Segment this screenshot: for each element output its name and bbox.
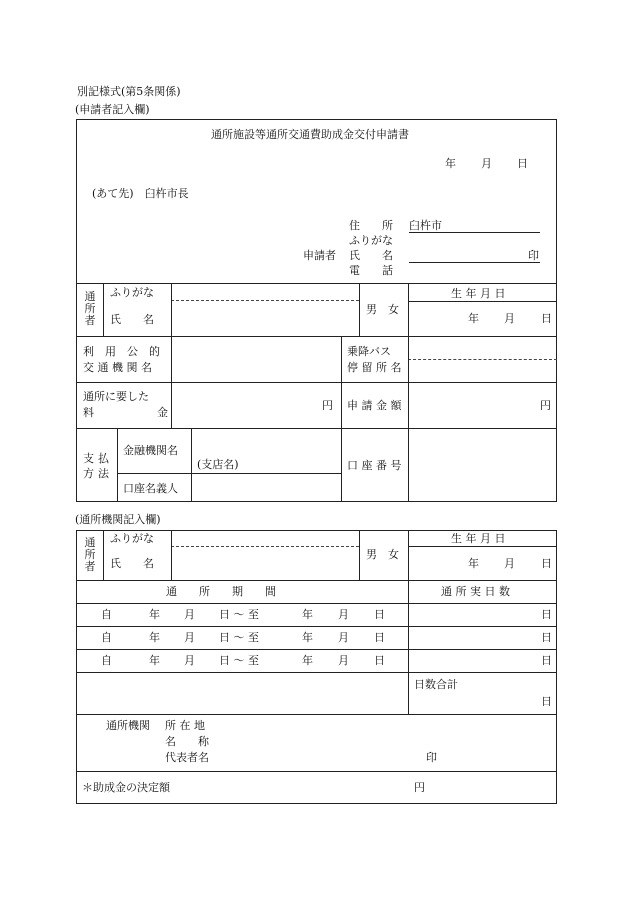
birth-year: 年 (468, 312, 479, 325)
sex-options[interactable]: 男 女 (366, 303, 399, 316)
decision-yen: 円 (414, 781, 425, 794)
bus-stop-label-2: 停 留 所 名 (347, 361, 402, 374)
address-value[interactable]: 臼杵市 (409, 219, 442, 232)
facility-form (76, 530, 557, 804)
institution-name-label: 名 称 (165, 735, 209, 748)
request-yen: 円 (540, 399, 551, 412)
date-day: 日 (517, 157, 528, 170)
transit-label-2: 交 通 機 関 名 (83, 361, 152, 374)
account-holder-label: 口座名義人 (123, 482, 178, 495)
fee-label-2b: 金 (157, 406, 168, 419)
transit-label-1: 利 用 公 的 (83, 345, 160, 358)
institution-seal: 印 (426, 751, 437, 764)
furigana-label: ふりがな (349, 234, 393, 247)
decision-label: ＊助成金の決定額 (82, 781, 170, 794)
facility-commuter-label: 通所者 (84, 536, 96, 573)
facility-birth-day: 日 (541, 557, 552, 570)
account-number-label: 口 座 番 号 (347, 459, 402, 472)
fee-yen: 円 (322, 399, 333, 412)
date-year: 年 (445, 157, 456, 170)
total-days-label: 日数合計 (414, 678, 458, 691)
form-reference: 別記様式(第5条関係) (77, 85, 181, 98)
facility-birth-label: 生 年 月 日 (451, 532, 506, 545)
institution-rep-label: 代表者名 (165, 751, 209, 764)
facility-birth-year: 年 (468, 557, 479, 570)
date-month: 月 (481, 157, 492, 170)
form-title: 通所施設等通所交通費助成金交付申請書 (211, 128, 409, 141)
seal-mark: 印 (528, 249, 539, 262)
payment-method-label: 支払方法 (83, 452, 113, 480)
addressee: (あて先) 臼杵市長 (92, 187, 189, 200)
name-label: 氏 名 (349, 249, 393, 262)
commuter-furigana-label: ふりがな (110, 286, 154, 299)
total-days-unit: 日 (541, 695, 552, 708)
institution-label: 通所機関 (106, 719, 150, 732)
birth-day: 日 (541, 312, 552, 325)
applicant-label: 申請者 (303, 249, 336, 262)
commuter-name-label: 氏 名 (110, 313, 154, 326)
applicant-section-label: (申請者記入欄) (75, 103, 150, 116)
address-underline (409, 232, 540, 233)
institution-location-label: 所 在 地 (165, 719, 205, 732)
bus-stop-label-1: 乗降バス (347, 345, 391, 358)
commuter-label: 通所者 (84, 290, 96, 327)
days-header: 通 所 実 日 数 (441, 585, 510, 598)
birth-date-label: 生 年 月 日 (451, 287, 506, 300)
facility-sex-options[interactable]: 男 女 (366, 548, 399, 561)
bank-label: 金融機関名 (123, 444, 178, 457)
name-underline (409, 262, 540, 263)
branch-label: (支店名) (197, 458, 239, 471)
facility-section-label: (通所機関記入欄) (75, 513, 161, 526)
phone-label: 電 話 (349, 264, 393, 277)
facility-name-label: 氏 名 (110, 557, 154, 570)
address-label: 住 所 (349, 219, 393, 232)
facility-furigana-label: ふりがな (110, 532, 154, 545)
facility-birth-month: 月 (504, 557, 515, 570)
period-header: 通 所 期 間 (166, 585, 276, 598)
birth-month: 月 (504, 312, 515, 325)
fee-label-2a: 料 (83, 406, 94, 419)
fee-label-1: 通所に要した (83, 390, 149, 403)
request-amount-label: 申 請 金 額 (347, 399, 402, 412)
